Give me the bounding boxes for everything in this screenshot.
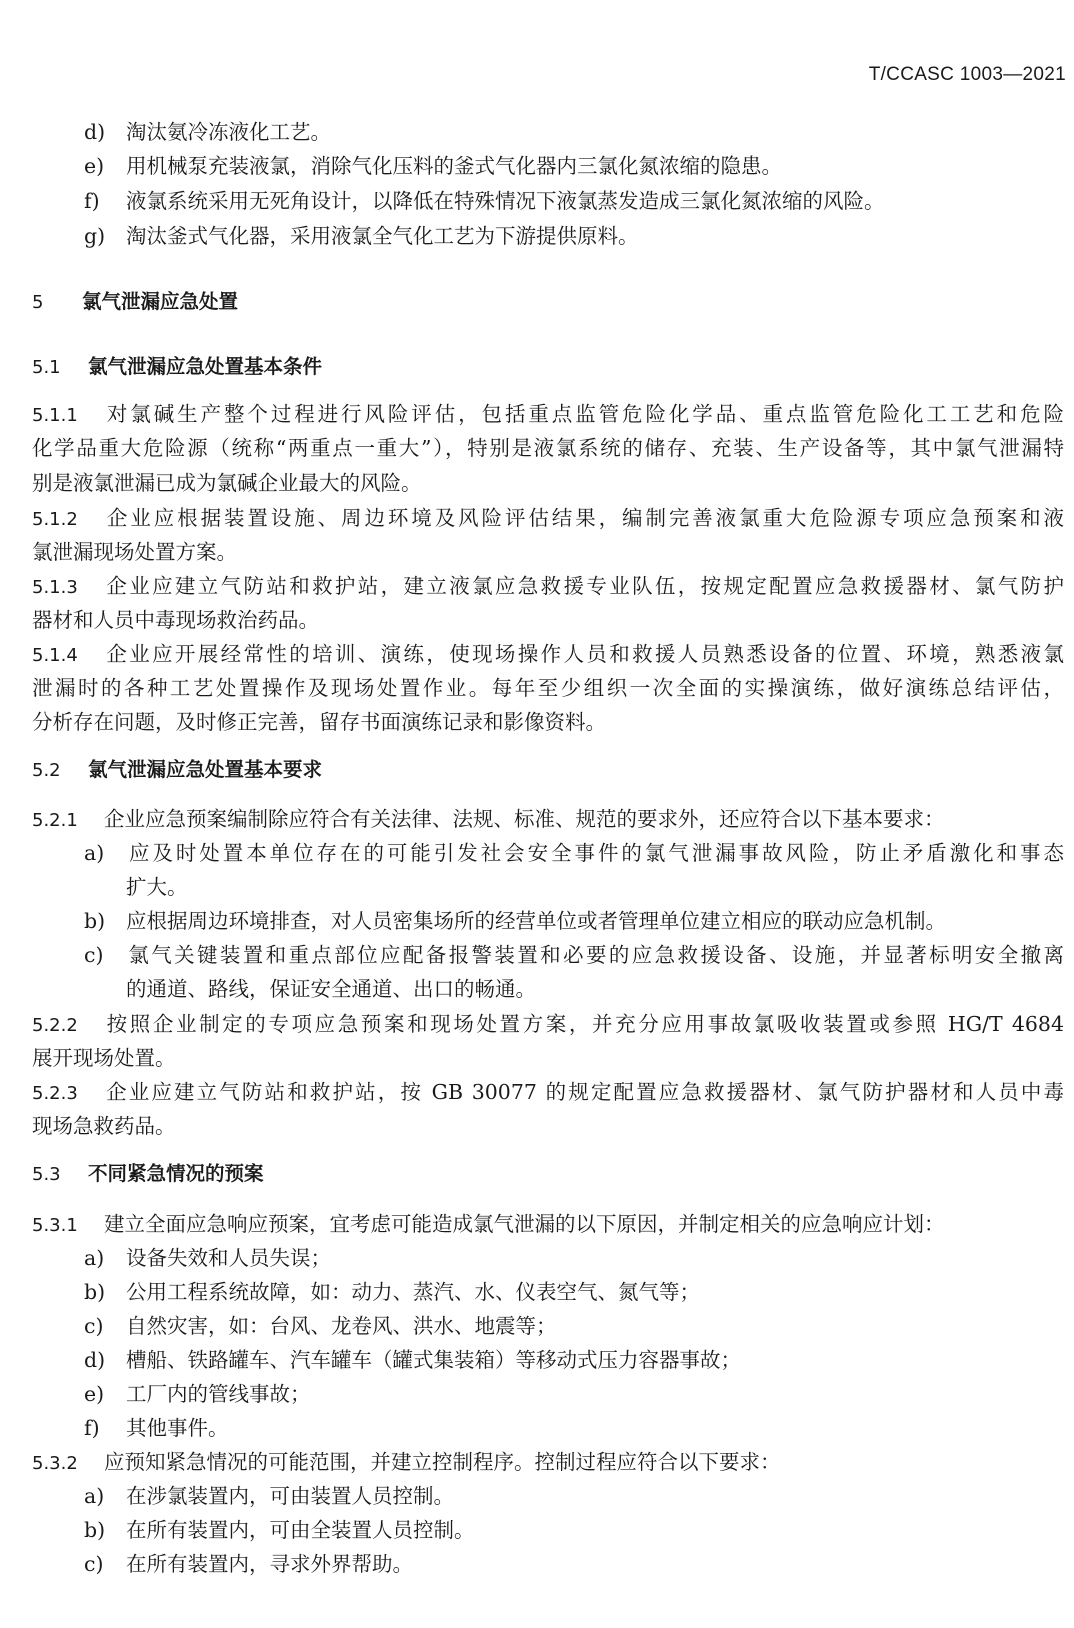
list-item-continuation: 的通道、路线，保证安全通道、出口的畅通。	[126, 977, 536, 1001]
subsection-heading: 5.3 不同紧急情况的预案	[32, 1162, 264, 1185]
list-item: a) 设备失效和人员失误；	[84, 1246, 331, 1270]
clause-line: 现场急救药品。	[32, 1114, 176, 1138]
clause-line: 5.3.2 应预知紧急情况的可能范围，并建立控制程序。控制过程应符合以下要求：	[32, 1450, 781, 1474]
section-heading: 5 氯气泄漏应急处置	[32, 290, 239, 313]
clause-line: 5.2.3 企业应建立气防站和救护站，按 GB 30077 的规定配置应急救援器材、氯气防护器材和人员中毒	[32, 1080, 1064, 1104]
list-item: g) 淘汰釜式气化器，采用液氯全气化工艺为下游提供原料。	[84, 224, 639, 248]
clause-line: 分析存在问题，及时修正完善，留存书面演练记录和影像资料。	[32, 710, 606, 734]
subsection-heading: 5.1 氯气泄漏应急处置基本条件	[32, 355, 323, 378]
clause-line: 别是液氯泄漏已成为氯碱企业最大的风险。	[32, 471, 422, 495]
list-item: f) 其他事件。	[84, 1416, 229, 1440]
clause-line: 化学品重大危险源（统称“两重点一重大”），特别是液氯系统的储存、充装、生产设备等，其中氯气泄漏特	[32, 436, 1064, 460]
list-item: b) 公用工程系统故障，如：动力、蒸汽、水、仪表空气、氮气等；	[84, 1280, 700, 1304]
list-item-continuation: 扩大。	[126, 875, 188, 899]
clause-line: 5.1.4 企业应开展经常性的培训、演练，使现场操作人员和救援人员熟悉设备的位置、环境，熟悉液氯	[32, 642, 1064, 666]
clause-line: 5.2.2 按照企业制定的专项应急预案和现场处置方案，并充分应用事故氯吸收装置或参照 HG/T 4684	[32, 1012, 1064, 1036]
clause-line: 氯泄漏现场处置方案。	[32, 540, 237, 564]
clause-line: 器材和人员中毒现场救治药品。	[32, 608, 319, 632]
clause-line: 展开现场处置。	[32, 1046, 176, 1070]
list-item: c) 自然灾害，如：台风、龙卷风、洪水、地震等；	[84, 1314, 557, 1338]
standard-number-header: T/CCASC 1003—2021	[868, 64, 1066, 85]
list-item: c) 氯气关键装置和重点部位应配备报警装置和必要的应急救援设备、设施，并显著标明安全撤离	[84, 943, 1064, 967]
clause-line: 5.1.2 企业应根据装置设施、周边环境及风险评估结果，编制完善液氯重大危险源专项应急预案和液	[32, 506, 1064, 530]
list-item: c) 在所有装置内，寻求外界帮助。	[84, 1552, 413, 1576]
list-item: e) 工厂内的管线事故；	[84, 1382, 311, 1406]
list-item: e) 用机械泵充装液氯，消除气化压料的釜式气化器内三氯化氮浓缩的隐患。	[84, 154, 782, 178]
clause-line: 5.1.1 对氯碱生产整个过程进行风险评估，包括重点监管危险化学品、重点监管危险化工工艺和危险	[32, 402, 1064, 426]
clause-line: 5.1.3 企业应建立气防站和救护站，建立液氯应急救援专业队伍，按规定配置应急救援器材、氯气防护	[32, 574, 1064, 598]
subsection-heading: 5.2 氯气泄漏应急处置基本要求	[32, 758, 323, 781]
clause-line: 5.3.1 建立全面应急响应预案，宜考虑可能造成氯气泄漏的以下原因，并制定相关的应急响应计划：	[32, 1212, 945, 1236]
list-item: d) 淘汰氨冷冻液化工艺。	[84, 120, 331, 144]
list-item: a) 在涉氯装置内，可由装置人员控制。	[84, 1484, 454, 1508]
list-item: b) 在所有装置内，可由全装置人员控制。	[84, 1518, 475, 1542]
list-item: f) 液氯系统采用无死角设计，以降低在特殊情况下液氯蒸发造成三氯化氮浓缩的风险。	[84, 189, 885, 213]
clause-line: 泄漏时的各种工艺处置操作及现场处置作业。每年至少组织一次全面的实操演练，做好演练总结评估，	[32, 676, 1064, 700]
clause-line: 5.2.1 企业应急预案编制除应符合有关法律、法规、标准、规范的要求外，还应符合以下基本要求：	[32, 807, 945, 831]
list-item: b) 应根据周边环境排查，对人员密集场所的经营单位或者管理单位建立相应的联动应急机制。	[84, 909, 946, 933]
list-item: a) 应及时处置本单位存在的可能引发社会安全事件的氯气泄漏事故风险，防止矛盾激化和事态	[84, 841, 1064, 865]
list-item: d) 槽船、铁路罐车、汽车罐车（罐式集装箱）等移动式压力容器事故；	[84, 1348, 741, 1372]
